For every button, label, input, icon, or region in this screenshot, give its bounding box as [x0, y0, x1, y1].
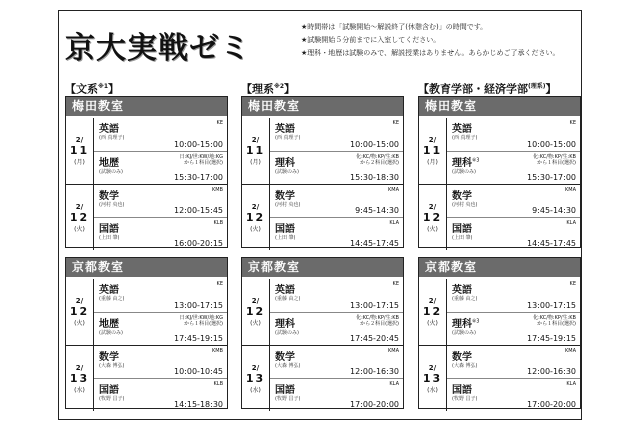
date-cell — [419, 346, 447, 411]
day-row — [242, 118, 403, 184]
subject-code — [388, 187, 399, 193]
date-day: 12 — [422, 210, 443, 224]
subjects-cell — [94, 279, 227, 345]
date-cell — [419, 118, 447, 184]
subject-code-text: KE — [392, 281, 399, 287]
subject-mark: ※3 — [472, 157, 480, 164]
subject-row — [270, 312, 403, 346]
subject-row — [94, 312, 227, 346]
date-month: 2/ — [75, 202, 84, 211]
subject-name — [452, 187, 472, 202]
note-line: ★試験開始５分前までに入室してください。 — [301, 36, 441, 44]
venue-box — [241, 257, 404, 409]
subject-code-text: 化:KC/物:KP/生:KB — [533, 153, 576, 160]
subject-teacher: (西 真理子) — [99, 135, 125, 141]
subject-label: 理科 — [452, 318, 472, 330]
subject-name — [275, 281, 295, 296]
subject-teacher: (牧野 昌子) — [99, 396, 125, 402]
schedule-column — [241, 79, 404, 409]
subjects-cell — [447, 185, 580, 250]
schedule-flyer — [58, 10, 582, 420]
column-heading — [65, 79, 228, 95]
day-row — [419, 118, 580, 184]
subject-code — [533, 315, 576, 327]
subject-label: 英語 — [99, 124, 119, 135]
subject-name — [452, 315, 479, 330]
schedule-column — [418, 79, 581, 409]
date-weekday: (月) — [427, 159, 438, 166]
date-day: 11 — [422, 144, 443, 157]
subject-time: 13:00-17:15 — [350, 300, 399, 310]
date-day: 12 — [245, 210, 266, 224]
date-month: 2/ — [428, 136, 437, 144]
subject-code-text: KMA — [387, 187, 399, 193]
date-cell — [419, 279, 447, 345]
subject-name — [275, 187, 295, 202]
subject-row — [270, 378, 403, 411]
subject-label: 地歴 — [99, 157, 119, 169]
subject-time: 16:00-20:15 — [174, 239, 223, 248]
subject-time: 15:30-17:00 — [527, 173, 576, 182]
day-row — [66, 184, 227, 250]
day-row — [242, 184, 403, 250]
subject-code-text: KE — [569, 281, 576, 287]
subject-time: 12:00-16:30 — [350, 367, 399, 376]
subject-row — [270, 185, 403, 217]
subject-label: 理科 — [275, 318, 295, 330]
subject-time: 14:45-17:45 — [350, 239, 399, 248]
column-heading-text: 【文系 — [65, 82, 98, 96]
date-day: 12 — [245, 305, 266, 318]
date-cell — [66, 185, 94, 250]
subject-label: 理科 — [452, 157, 472, 169]
date-cell — [66, 346, 94, 411]
date-day: 13 — [245, 371, 266, 385]
subjects-cell — [447, 346, 580, 411]
subject-code-note: から１科目(選択) — [184, 320, 223, 327]
subject-row — [270, 346, 403, 378]
date-cell — [66, 279, 94, 345]
subject-code-text: KMA — [564, 348, 576, 354]
subject-teacher: (河村 央也) — [452, 202, 478, 208]
venue-box — [418, 257, 581, 409]
subject-row — [94, 279, 227, 312]
subject-time: 17:45-19:15 — [174, 334, 223, 343]
subjects-cell — [270, 118, 403, 184]
date-day: 13 — [69, 371, 90, 385]
subject-row — [447, 217, 580, 250]
column-heading — [241, 79, 404, 95]
subject-code — [393, 281, 399, 287]
subject-teacher: (大森 博弘) — [275, 363, 301, 369]
subject-code-note: から２科目(選択) — [360, 320, 399, 327]
subject-teacher: (重藤 由之) — [452, 296, 478, 302]
date-weekday: (月) — [74, 159, 85, 166]
subject-code-text: KMA — [387, 348, 399, 354]
subject-label: 英語 — [275, 285, 295, 296]
venue-name: 梅田教室 — [66, 97, 227, 116]
subject-teacher: (試験のみ) — [99, 168, 123, 175]
venue-box — [65, 96, 228, 248]
subject-code — [389, 220, 399, 226]
subject-name — [99, 315, 119, 330]
subject-teacher: (試験のみ) — [275, 168, 299, 175]
subject-name — [99, 120, 119, 135]
subject-code — [570, 120, 576, 126]
subject-label: 地歴 — [99, 318, 119, 330]
subject-code-note: から１科目(選択) — [537, 320, 576, 327]
date-month: 2/ — [75, 297, 84, 305]
subject-time: 10:00-15:00 — [527, 139, 576, 149]
subject-name — [99, 281, 119, 296]
subject-row — [94, 151, 227, 185]
date-month: 2/ — [251, 297, 260, 305]
subject-code-text: KLA — [389, 220, 399, 226]
subject-code-text: KE — [392, 120, 399, 126]
subject-name — [99, 220, 119, 235]
day-row — [66, 279, 227, 345]
subject-code-text: 化:KC/物:KP/生:KB — [356, 314, 399, 321]
subject-name — [452, 120, 472, 135]
subject-row — [447, 378, 580, 411]
date-cell — [242, 118, 270, 184]
subject-name — [275, 315, 295, 330]
subject-teacher: (上田 肇) — [275, 235, 296, 241]
venue-name: 梅田教室 — [419, 97, 580, 116]
subject-name — [275, 120, 295, 135]
note-line: ★時間帯は「試験開始〜解説終了(休憩含む)」の時間です。 — [301, 23, 488, 31]
subject-code-text: 日:KJ/世:KW/地:KG — [179, 153, 223, 160]
subject-row — [94, 217, 227, 250]
day-row — [66, 345, 227, 411]
subject-name — [275, 220, 295, 235]
subject-time: 10:00-10:45 — [174, 367, 223, 376]
date-month: 2/ — [251, 363, 260, 372]
subject-label: 国語 — [275, 385, 295, 396]
subject-row — [447, 151, 580, 185]
date-day: 12 — [422, 305, 443, 318]
subject-code — [533, 154, 576, 166]
subject-label: 国語 — [452, 385, 472, 396]
date-month: 2/ — [251, 136, 260, 144]
subjects-cell — [94, 185, 227, 250]
date-month: 2/ — [428, 202, 437, 211]
subject-label: 英語 — [275, 124, 295, 135]
subject-time: 15:30-17:00 — [174, 173, 223, 182]
subject-row — [270, 279, 403, 312]
subject-row — [447, 312, 580, 346]
subject-code-note: から１科目(選択) — [184, 159, 223, 166]
day-row — [242, 279, 403, 345]
subject-label: 英語 — [452, 124, 472, 135]
subject-name — [275, 154, 295, 169]
subject-time: 17:45-19:15 — [527, 334, 576, 343]
subject-label: 国語 — [452, 224, 472, 235]
subject-time: 10:00-15:00 — [174, 139, 223, 149]
subject-time: 15:30-18:30 — [350, 173, 399, 182]
subject-time: 9:45-14:30 — [532, 206, 576, 215]
subject-code — [388, 348, 399, 354]
date-weekday: (火) — [427, 225, 438, 233]
subject-row — [447, 185, 580, 217]
subject-code — [217, 120, 223, 126]
column-heading-end: 】 — [108, 82, 120, 96]
date-month: 2/ — [428, 297, 437, 305]
venue-box — [241, 96, 404, 248]
subject-code — [212, 348, 223, 354]
subject-teacher: (試験のみ) — [452, 329, 476, 336]
subject-time: 17:00-20:00 — [350, 400, 399, 409]
subject-code-text: 化:KC/物:KP/生:KB — [356, 153, 399, 160]
date-weekday: (火) — [74, 320, 85, 327]
subject-code-note: から２科目(選択) — [360, 159, 399, 166]
subject-code — [212, 187, 223, 193]
subject-code-text: KLA — [566, 220, 576, 226]
date-month: 2/ — [428, 363, 437, 372]
day-row — [242, 345, 403, 411]
subject-row — [270, 151, 403, 185]
subject-code — [566, 381, 576, 387]
subject-label: 数学 — [99, 352, 119, 363]
subject-name — [452, 281, 472, 296]
subject-code-text: KLA — [389, 381, 399, 387]
subjects-cell — [447, 279, 580, 345]
date-weekday: (月) — [250, 159, 261, 166]
date-weekday: (火) — [427, 320, 438, 327]
subject-teacher: (試験のみ) — [99, 329, 123, 336]
subject-row — [447, 346, 580, 378]
column-heading-mark: (理系) — [528, 83, 546, 90]
column-heading-text: 【理系 — [241, 82, 274, 96]
venue-box — [418, 96, 581, 248]
subject-time: 9:45-14:30 — [355, 206, 399, 215]
subject-row — [94, 118, 227, 151]
date-cell — [242, 185, 270, 250]
subjects-cell — [94, 346, 227, 411]
subject-time: 17:00-20:00 — [527, 400, 576, 409]
subject-label: 数学 — [452, 191, 472, 202]
subject-teacher: (西 真理子) — [452, 135, 478, 141]
subject-time: 12:00-16:30 — [527, 367, 576, 376]
subject-time: 13:00-17:15 — [174, 300, 223, 310]
subject-row — [270, 118, 403, 151]
subject-name — [452, 381, 472, 396]
venue-box — [65, 257, 228, 409]
subject-label: 英語 — [452, 285, 472, 296]
date-month: 2/ — [75, 136, 84, 144]
subject-label: 理科 — [275, 157, 295, 169]
subjects-cell — [270, 346, 403, 411]
subject-label: 英語 — [99, 285, 119, 296]
subject-label: 国語 — [275, 224, 295, 235]
column-heading-mark: ※2 — [274, 83, 285, 90]
date-day: 11 — [69, 144, 90, 157]
date-month: 2/ — [75, 363, 84, 372]
subject-time: 17:45-20:45 — [350, 334, 399, 343]
subject-teacher: (試験のみ) — [452, 168, 476, 175]
subject-teacher: (上田 肇) — [452, 235, 473, 241]
subject-teacher: (大森 博弘) — [452, 363, 478, 369]
date-day: 12 — [69, 210, 90, 224]
subject-teacher: (重藤 由之) — [275, 296, 301, 302]
subject-teacher: (牧野 昌子) — [275, 396, 301, 402]
date-weekday: (火) — [74, 225, 85, 233]
subject-code — [180, 154, 223, 166]
subjects-cell — [270, 279, 403, 345]
subject-teacher: (試験のみ) — [275, 329, 299, 336]
date-cell — [419, 185, 447, 250]
venue-name: 京都教室 — [242, 258, 403, 277]
subject-name — [99, 154, 119, 169]
subject-code — [356, 154, 399, 166]
column-heading-end: 】 — [545, 82, 557, 96]
subject-time: 12:00-15:45 — [174, 206, 223, 215]
subject-row — [94, 378, 227, 411]
day-row — [419, 345, 580, 411]
date-weekday: (水) — [74, 386, 85, 394]
subject-row — [270, 217, 403, 250]
subject-name — [452, 348, 472, 363]
subjects-cell — [447, 118, 580, 184]
date-cell — [66, 118, 94, 184]
subject-label: 国語 — [99, 385, 119, 396]
subject-code — [217, 281, 223, 287]
column-heading — [418, 79, 581, 95]
date-weekday: (水) — [427, 386, 438, 394]
subject-teacher: (牧野 昌子) — [452, 396, 478, 402]
subject-code — [356, 315, 399, 327]
date-day: 13 — [422, 371, 443, 385]
subject-code-text: KE — [216, 120, 223, 126]
subject-code-text: KLB — [213, 381, 223, 387]
subject-label: 数学 — [275, 352, 295, 363]
subject-code-text: KE — [216, 281, 223, 287]
column-heading-text: 【教育学部・経済学部 — [418, 82, 528, 96]
subject-teacher: (河村 央也) — [99, 202, 125, 208]
subject-code-text: KLB — [213, 220, 223, 226]
venue-name: 京都教室 — [66, 258, 227, 277]
subject-time: 14:45-17:45 — [527, 239, 576, 248]
subject-code-text: KLA — [566, 381, 576, 387]
date-cell — [242, 346, 270, 411]
subject-name — [452, 154, 479, 169]
subject-name — [275, 348, 295, 363]
venue-name: 梅田教室 — [242, 97, 403, 116]
note-line: ★理科・地歴は試験のみで、解説授業はありません。あらかじめご了承ください。 — [301, 49, 560, 57]
page-title: 京大実戦ゼミ — [65, 31, 251, 66]
subject-teacher: (西 真理子) — [275, 135, 301, 141]
subject-code — [393, 120, 399, 126]
subject-code — [389, 381, 399, 387]
subjects-cell — [94, 118, 227, 184]
date-day: 12 — [69, 305, 90, 318]
date-weekday: (火) — [250, 320, 261, 327]
column-heading-end: 】 — [284, 82, 296, 96]
day-row — [419, 279, 580, 345]
subject-code-text: KMA — [564, 187, 576, 193]
subject-code-text: 化:KC/物:KP/生:KB — [533, 314, 576, 321]
subject-name — [99, 348, 119, 363]
subject-code — [570, 281, 576, 287]
subject-row — [94, 185, 227, 217]
subject-teacher: (大森 博弘) — [99, 363, 125, 369]
subject-label: 数学 — [452, 352, 472, 363]
date-day: 11 — [245, 144, 266, 157]
date-cell — [242, 279, 270, 345]
subject-name — [275, 381, 295, 396]
column-heading-mark: ※1 — [98, 83, 109, 90]
subject-code-text: KE — [569, 120, 576, 126]
date-weekday: (火) — [250, 225, 261, 233]
subject-label: 数学 — [275, 191, 295, 202]
subject-mark: ※3 — [472, 318, 480, 325]
subject-label: 国語 — [99, 224, 119, 235]
subject-code — [180, 315, 223, 327]
day-row — [419, 184, 580, 250]
date-weekday: (水) — [250, 386, 261, 394]
subject-code — [214, 220, 224, 226]
subject-code — [565, 187, 576, 193]
subject-time: 13:00-17:15 — [527, 300, 576, 310]
subject-code-note: から１科目(選択) — [537, 159, 576, 166]
day-row — [66, 118, 227, 184]
subject-name — [452, 220, 472, 235]
subject-code — [214, 381, 224, 387]
subject-code — [566, 220, 576, 226]
subject-teacher: (上田 肇) — [99, 235, 120, 241]
subject-teacher: (河村 央也) — [275, 202, 301, 208]
date-month: 2/ — [251, 202, 260, 211]
notes-block — [301, 21, 579, 60]
subject-code-text: KMB — [211, 187, 223, 193]
subject-code-text: 日:KJ/世:KW/地:KG — [179, 314, 223, 321]
subject-teacher: (重藤 由之) — [99, 296, 125, 302]
subject-code-text: KMB — [211, 348, 223, 354]
subject-row — [94, 346, 227, 378]
subject-name — [99, 187, 119, 202]
subject-label: 数学 — [99, 191, 119, 202]
subject-time: 10:00-15:00 — [350, 139, 399, 149]
subjects-cell — [270, 185, 403, 250]
subject-name — [99, 381, 119, 396]
subject-code — [565, 348, 576, 354]
subject-time: 14:15-18:30 — [174, 400, 223, 409]
subject-row — [447, 118, 580, 151]
schedule-column — [65, 79, 228, 409]
subject-row — [447, 279, 580, 312]
venue-name: 京都教室 — [419, 258, 580, 277]
